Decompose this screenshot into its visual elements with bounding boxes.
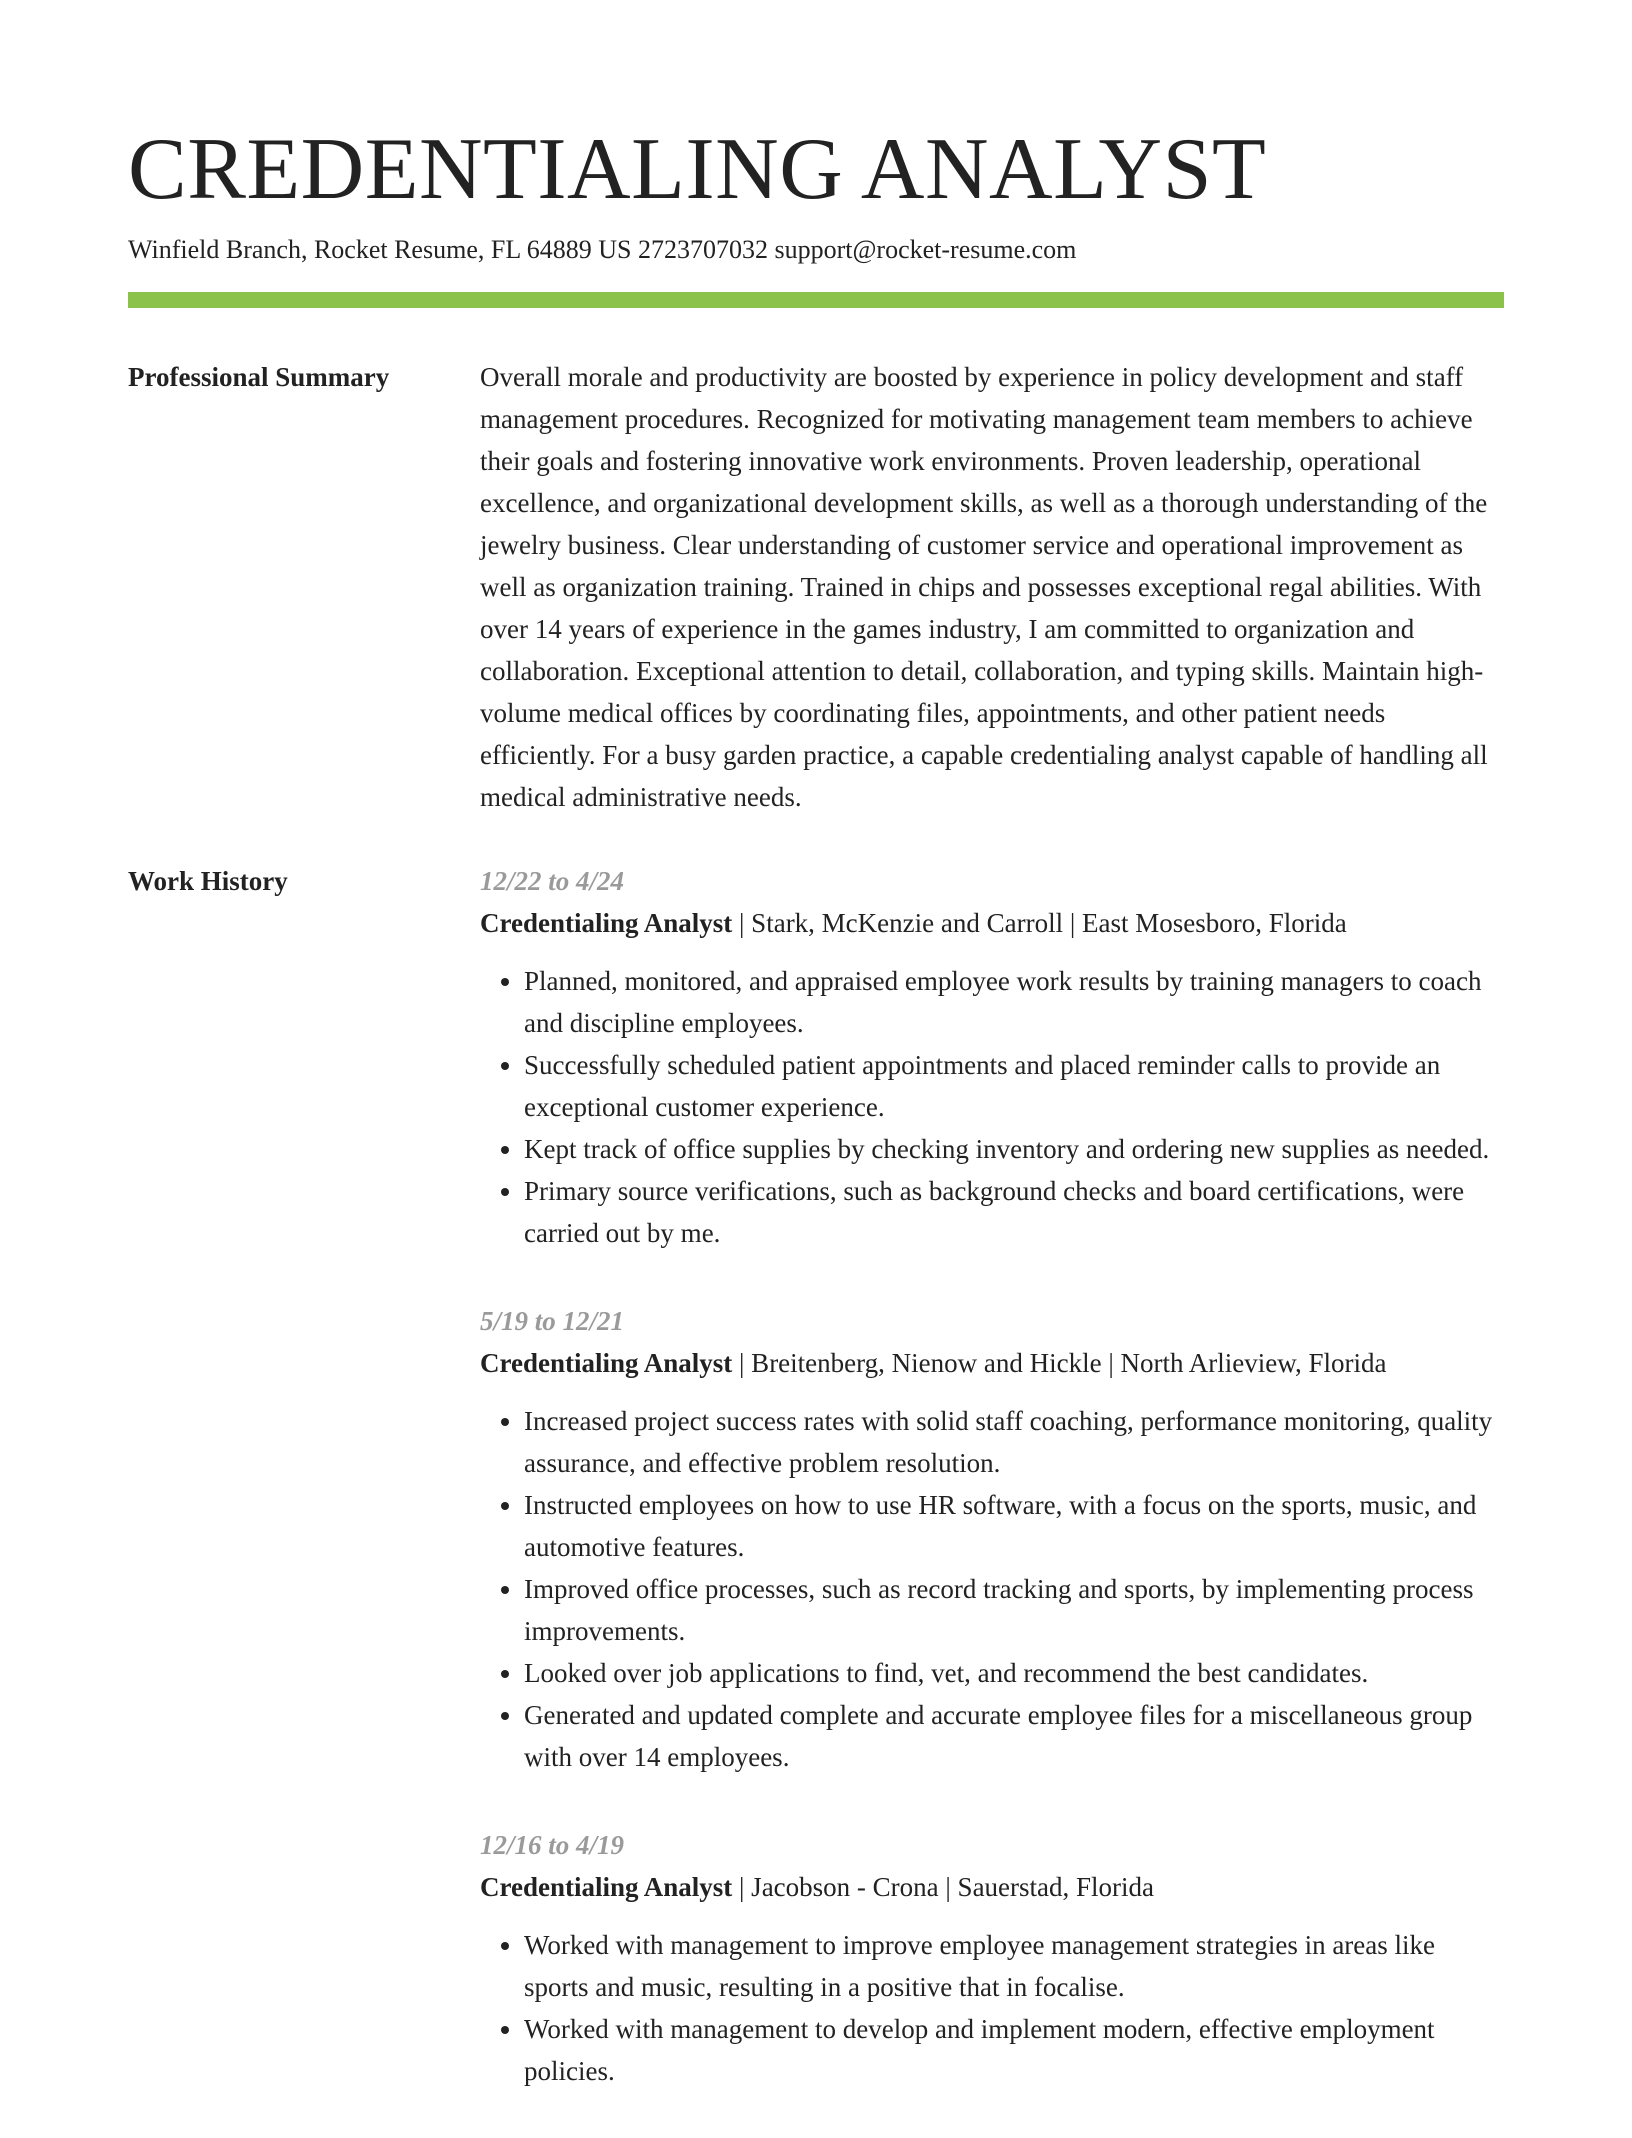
job-dates: 12/16 to 4/19 bbox=[480, 1830, 625, 1860]
job-bullet: • Improved office processes, such as record tracking and sports, by implementing process improvements. bbox=[524, 1568, 1504, 1652]
job-bullet: • Generated and updated complete and accurate employee files for a miscellaneous group with over 14 employees. bbox=[524, 1694, 1504, 1778]
job-employer-location: | Jacobson - Crona | Sauerstad, Florida bbox=[732, 1872, 1155, 1902]
job-bullet: • Worked with management to develop and implement modern, effective employment policies. bbox=[524, 2008, 1504, 2092]
job-bullet-list bbox=[480, 960, 1504, 1254]
job-title: Credentialing Analyst bbox=[480, 1348, 733, 1378]
job-bullet: • Kept track of office supplies by checking inventory and ordering new supplies as needed. bbox=[524, 1128, 1504, 1170]
section-label-summary: Professional Summary bbox=[128, 362, 390, 392]
job-heading bbox=[480, 1342, 1504, 1384]
job-heading bbox=[480, 902, 1504, 944]
job-employer-location: | Breitenberg, Nienow and Hickle | North Arlieview, Florida bbox=[732, 1348, 1387, 1378]
job-title: Credentialing Analyst bbox=[480, 908, 733, 938]
work-history-body bbox=[480, 860, 1504, 2138]
job-entry bbox=[480, 860, 1504, 1254]
job-bullet: • Planned, monitored, and appraised employee work results by training managers to coach and discipline employees. bbox=[524, 960, 1504, 1044]
summary-body bbox=[480, 356, 1504, 818]
job-employer-location: | Stark, McKenzie and Carroll | East Mosesboro, Florida bbox=[732, 908, 1347, 938]
job-dates: 5/19 to 12/21 bbox=[480, 1306, 625, 1336]
job-heading bbox=[480, 1866, 1504, 1908]
section-label-work-history: Work History bbox=[128, 866, 288, 896]
job-entry bbox=[480, 1300, 1504, 1778]
accent-divider bbox=[128, 292, 1504, 308]
job-dates: 12/22 to 4/24 bbox=[480, 866, 625, 896]
resume-page bbox=[128, 120, 1504, 2138]
contact-info: Winfield Branch, Rocket Resume, FL 64889 US 2723707032 support@rocket-resume.com bbox=[128, 235, 1077, 264]
job-bullet: • Increased project success rates with solid staff coaching, performance monitoring, quality assurance, and effective problem resolution. bbox=[524, 1400, 1504, 1484]
job-bullet: • Looked over job applications to find, vet, and recommend the best candidates. bbox=[524, 1652, 1504, 1694]
job-entry bbox=[480, 1824, 1504, 2092]
job-bullet: • Worked with management to improve employee management strategies in areas like sports and music, resulting in a positive that in focalise. bbox=[524, 1924, 1504, 2008]
job-bullet: • Successfully scheduled patient appointments and placed reminder calls to provide an exceptional customer experience. bbox=[524, 1044, 1504, 1128]
professional-summary-section bbox=[128, 356, 1504, 818]
job-bullet-list bbox=[480, 1400, 1504, 1778]
summary-text: Overall morale and productivity are boosted by experience in policy development and staff management procedures. Recognized for motivating management team members to achieve their goals and fostering innovative work environments. Proven leadership, operational excellence, and organizational development skills, as well as a thorough understanding of the jewelry business. Clear understanding of customer service and operational improvement as well as organization training. Trained in chips and possesses exceptional regal abilities. With over 14 years of experience in the games industry, I am committed to organization and collaboration. Exceptional attention to detail, collaboration, and typing skills. Maintain high-volume medical offices by coordinating files, appointments, and other patient needs efficiently. For a busy garden practice, a capable credentialing analyst capable of handling all medical administrative needs. bbox=[480, 362, 1488, 812]
work-history-section bbox=[128, 860, 1504, 2138]
resume-name-heading: CREDENTIALING ANALYST bbox=[128, 121, 1267, 218]
job-bullet-list bbox=[480, 1924, 1504, 2092]
job-title: Credentialing Analyst bbox=[480, 1872, 733, 1902]
job-bullet: • Primary source verifications, such as background checks and board certifications, were carried out by me. bbox=[524, 1170, 1504, 1254]
job-bullet: • Instructed employees on how to use HR software, with a focus on the sports, music, and automotive features. bbox=[524, 1484, 1504, 1568]
